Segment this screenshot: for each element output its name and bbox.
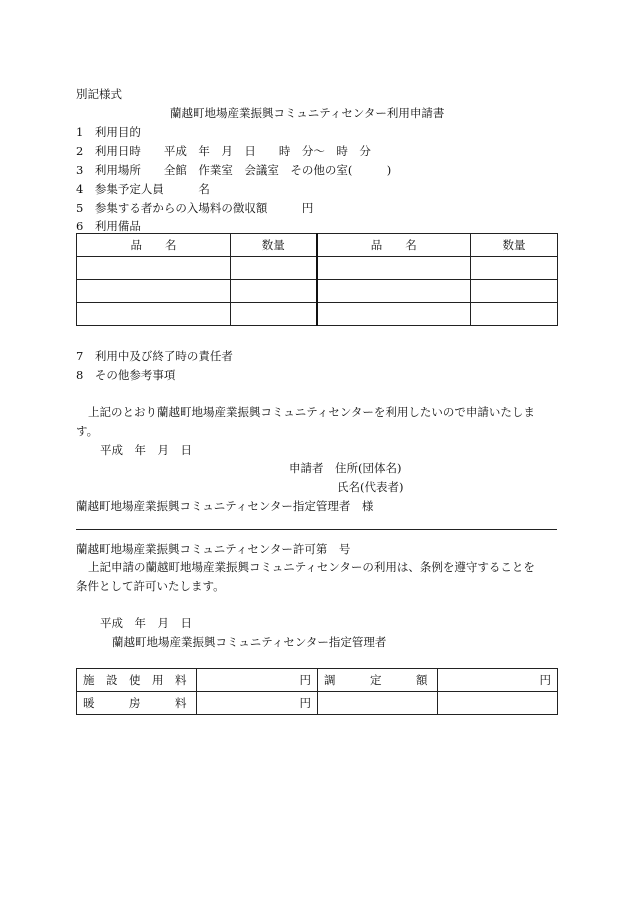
table-row (77, 669, 558, 692)
item-purpose: 1 利用目的 (76, 125, 141, 139)
table-cell[interactable] (231, 280, 317, 303)
fees-table (76, 668, 558, 715)
heating-fee-label: 暖 房 料 (77, 692, 197, 715)
table-cell[interactable] (231, 257, 317, 280)
equipment-table (76, 233, 558, 326)
application-body-line2: す。 (76, 424, 99, 438)
table-header-item-name: 品 名 (317, 234, 471, 257)
table-header-row (77, 234, 558, 257)
item-equipment: 6 利用備品 (76, 219, 141, 233)
item-responsible-person: 7 利用中及び終了時の責任者 (76, 349, 233, 363)
table-cell[interactable] (77, 303, 231, 326)
item-place: 3 利用場所 全館 作業室 会議室 その他の室( ) (76, 163, 392, 177)
application-body-line1: 上記のとおり蘭越町地場産業振興コミュニティセンターを利用したいので申請いたしま (88, 405, 535, 419)
table-header-item-name: 品 名 (77, 234, 231, 257)
table-cell[interactable] (471, 303, 558, 326)
assessed-amount-label: 調 定 額 (318, 669, 438, 692)
section-divider (76, 529, 557, 530)
table-cell[interactable] (471, 257, 558, 280)
table-row (77, 257, 558, 280)
permit-number-line: 蘭越町地場産業振興コミュニティセンター許可第 号 (76, 542, 351, 556)
heating-fee-value[interactable]: 円 (197, 692, 318, 715)
permit-body-line1: 上記申請の蘭越町地場産業振興コミュニティセンターの利用は、条例を遵守することを (88, 560, 535, 574)
permit-body-line2: 条件として許可いたします。 (76, 579, 225, 593)
table-header-quantity: 数量 (231, 234, 317, 257)
table-cell (318, 692, 438, 715)
assessed-amount-value[interactable]: 円 (438, 669, 558, 692)
table-cell (438, 692, 558, 715)
table-row (77, 303, 558, 326)
applicant-name: 氏名(代表者) (337, 480, 404, 494)
table-cell[interactable] (77, 257, 231, 280)
table-cell[interactable] (231, 303, 317, 326)
application-date: 平成 年 月 日 (100, 443, 192, 457)
table-row (77, 280, 558, 303)
item-datetime: 2 利用日時 平成 年 月 日 時 分～ 時 分 (76, 144, 371, 158)
permit-issuer: 蘭越町地場産業振興コミュニティセンター指定管理者 (112, 635, 387, 649)
table-cell[interactable] (317, 257, 471, 280)
table-cell[interactable] (471, 280, 558, 303)
item-entrance-fee: 5 参集する者からの入場料の徴収額 円 (76, 201, 314, 215)
facility-fee-label: 施 設 使 用 料 (77, 669, 197, 692)
table-cell[interactable] (317, 280, 471, 303)
permit-date: 平成 年 月 日 (100, 616, 192, 630)
page-title: 蘭越町地場産業振興コミュニティセンター利用申請書 (170, 106, 445, 120)
table-cell[interactable] (317, 303, 471, 326)
table-header-quantity: 数量 (471, 234, 558, 257)
item-other-notes: 8 その他参考事項 (76, 368, 176, 382)
table-row (77, 692, 558, 715)
form-label: 別記様式 (76, 87, 122, 101)
facility-fee-value[interactable]: 円 (197, 669, 318, 692)
applicant-address: 申請者 住所(団体名) (289, 461, 402, 475)
item-attendees: 4 参集予定人員 名 (76, 182, 210, 196)
table-cell[interactable] (77, 280, 231, 303)
addressee: 蘭越町地場産業振興コミュニティセンター指定管理者 様 (76, 499, 374, 513)
